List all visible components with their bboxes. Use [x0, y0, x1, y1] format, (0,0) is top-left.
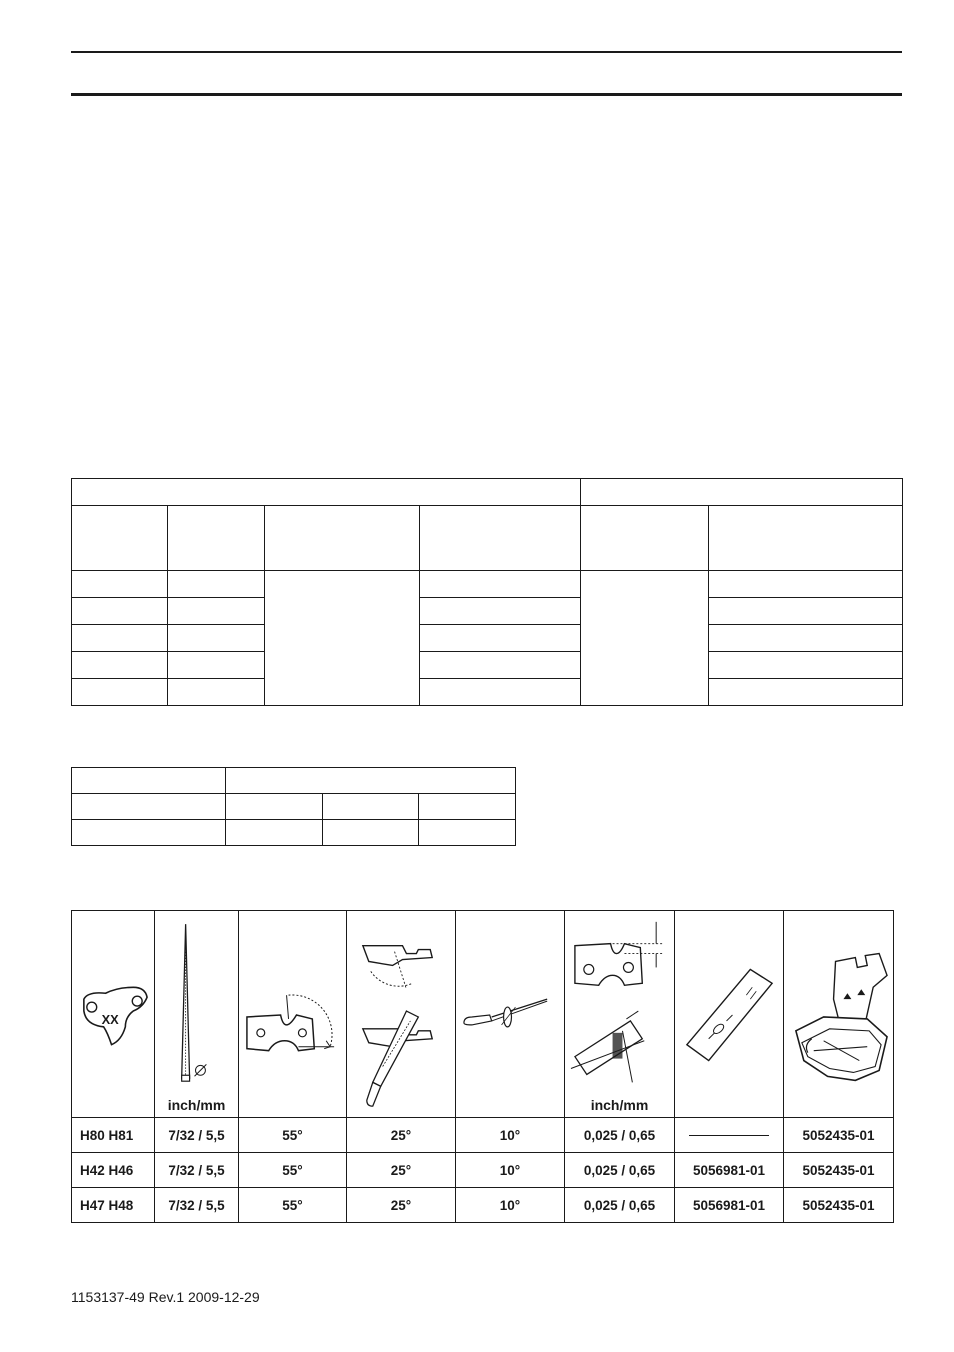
small-table-cell [72, 794, 226, 820]
tilt-angle-cell: 10° [456, 1188, 565, 1223]
spec-cell [420, 652, 581, 679]
top-angle-cell: 55° [239, 1153, 347, 1188]
spec-col-header [72, 506, 168, 571]
depth-cell: 0,025 / 0,65 [565, 1153, 675, 1188]
spec-cell [72, 625, 168, 652]
spec-cell [709, 679, 903, 706]
spec-cell [420, 571, 581, 598]
illustration-cell-depth [565, 911, 675, 1118]
tool-cell: 5052435-01 [784, 1188, 894, 1223]
illustration-cell-file-angle [347, 911, 456, 1118]
illustration-cell-holder [456, 911, 565, 1118]
tool-cell: 5052435-01 [784, 1118, 894, 1153]
table-row [72, 1153, 894, 1188]
flat-gauge-cell [675, 1118, 784, 1153]
spec-col-header [420, 506, 581, 571]
sharpening-data-table [71, 910, 894, 1223]
model-cell: H47 H48 [72, 1188, 155, 1223]
flat-gauge-icon [675, 911, 783, 1117]
header-rule-bottom [71, 93, 902, 96]
spec-cell [709, 598, 903, 625]
model-cell: H80 H81 [72, 1118, 155, 1153]
spec-col-header [265, 506, 420, 571]
small-table-cell [72, 768, 226, 794]
bar-chain-spec-table [71, 478, 903, 706]
spec-header-group-left [72, 479, 581, 506]
not-applicable-dash [689, 1135, 769, 1136]
spec-cell [420, 598, 581, 625]
cutter-xx-icon [72, 911, 154, 1117]
spec-col-header [168, 506, 265, 571]
small-table-cell [226, 820, 323, 846]
illustration-cell-gauge-tool [784, 911, 894, 1118]
spec-header-group-right [581, 479, 903, 506]
spec-cell [709, 571, 903, 598]
illustration-cell-flat-gauge [675, 911, 784, 1118]
spec-cell [168, 625, 265, 652]
small-table-cell [323, 820, 419, 846]
file-size-cell: 7/32 / 5,5 [155, 1153, 239, 1188]
small-table-cell [226, 794, 323, 820]
small-spec-table [71, 767, 516, 846]
depth-cell: 0,025 / 0,65 [565, 1118, 675, 1153]
svg-text:XX: XX [101, 1011, 119, 1027]
spec-col-header [581, 506, 709, 571]
file-size-cell: 7/32 / 5,5 [155, 1118, 239, 1153]
small-table-header-span [226, 768, 516, 794]
file-angle-icon [347, 911, 455, 1117]
gauge-tool-icon [784, 911, 893, 1117]
illustration-cell-cutter [72, 911, 155, 1118]
table-row [72, 1188, 894, 1223]
file-angle-cell: 25° [347, 1153, 456, 1188]
small-table-cell [72, 820, 226, 846]
depth-gauge-icon [565, 911, 674, 1117]
file-holder-icon [456, 911, 564, 1117]
spec-cell [72, 679, 168, 706]
spec-cell [72, 598, 168, 625]
spec-merged-cell [265, 571, 420, 706]
spec-col-header [709, 506, 903, 571]
small-table-cell [323, 794, 419, 820]
table-row [72, 1118, 894, 1153]
model-cell: H42 H46 [72, 1153, 155, 1188]
spec-cell [420, 625, 581, 652]
depth-gauge-unit-label: inch/mm [590, 1097, 649, 1113]
top-plate-angle-icon [239, 911, 346, 1117]
tilt-angle-cell: 10° [456, 1153, 565, 1188]
spec-cell [168, 571, 265, 598]
spec-cell [168, 652, 265, 679]
spec-cell [72, 652, 168, 679]
small-table-cell [419, 794, 516, 820]
illustration-cell-file [155, 911, 239, 1118]
round-file-icon [155, 911, 238, 1117]
spec-cell [420, 679, 581, 706]
top-angle-cell: 55° [239, 1188, 347, 1223]
tool-cell: 5052435-01 [784, 1153, 894, 1188]
small-table-cell [419, 820, 516, 846]
document-code: 1153137-49 Rev.1 2009-12-29 [71, 1289, 260, 1305]
spec-cell [168, 679, 265, 706]
illustration-cell-top-angle [239, 911, 347, 1118]
file-angle-cell: 25° [347, 1118, 456, 1153]
spec-cell [709, 652, 903, 679]
spec-cell [709, 625, 903, 652]
top-angle-cell: 55° [239, 1118, 347, 1153]
tilt-angle-cell: 10° [456, 1118, 565, 1153]
depth-cell: 0,025 / 0,65 [565, 1188, 675, 1223]
spec-merged-cell [581, 571, 709, 706]
file-diameter-unit-label: inch/mm [167, 1097, 226, 1113]
header-rule-top [71, 51, 902, 53]
spec-cell [168, 598, 265, 625]
file-size-cell: 7/32 / 5,5 [155, 1188, 239, 1223]
file-angle-cell: 25° [347, 1188, 456, 1223]
flat-gauge-cell: 5056981-01 [675, 1153, 784, 1188]
spec-cell [72, 571, 168, 598]
flat-gauge-cell: 5056981-01 [675, 1188, 784, 1223]
